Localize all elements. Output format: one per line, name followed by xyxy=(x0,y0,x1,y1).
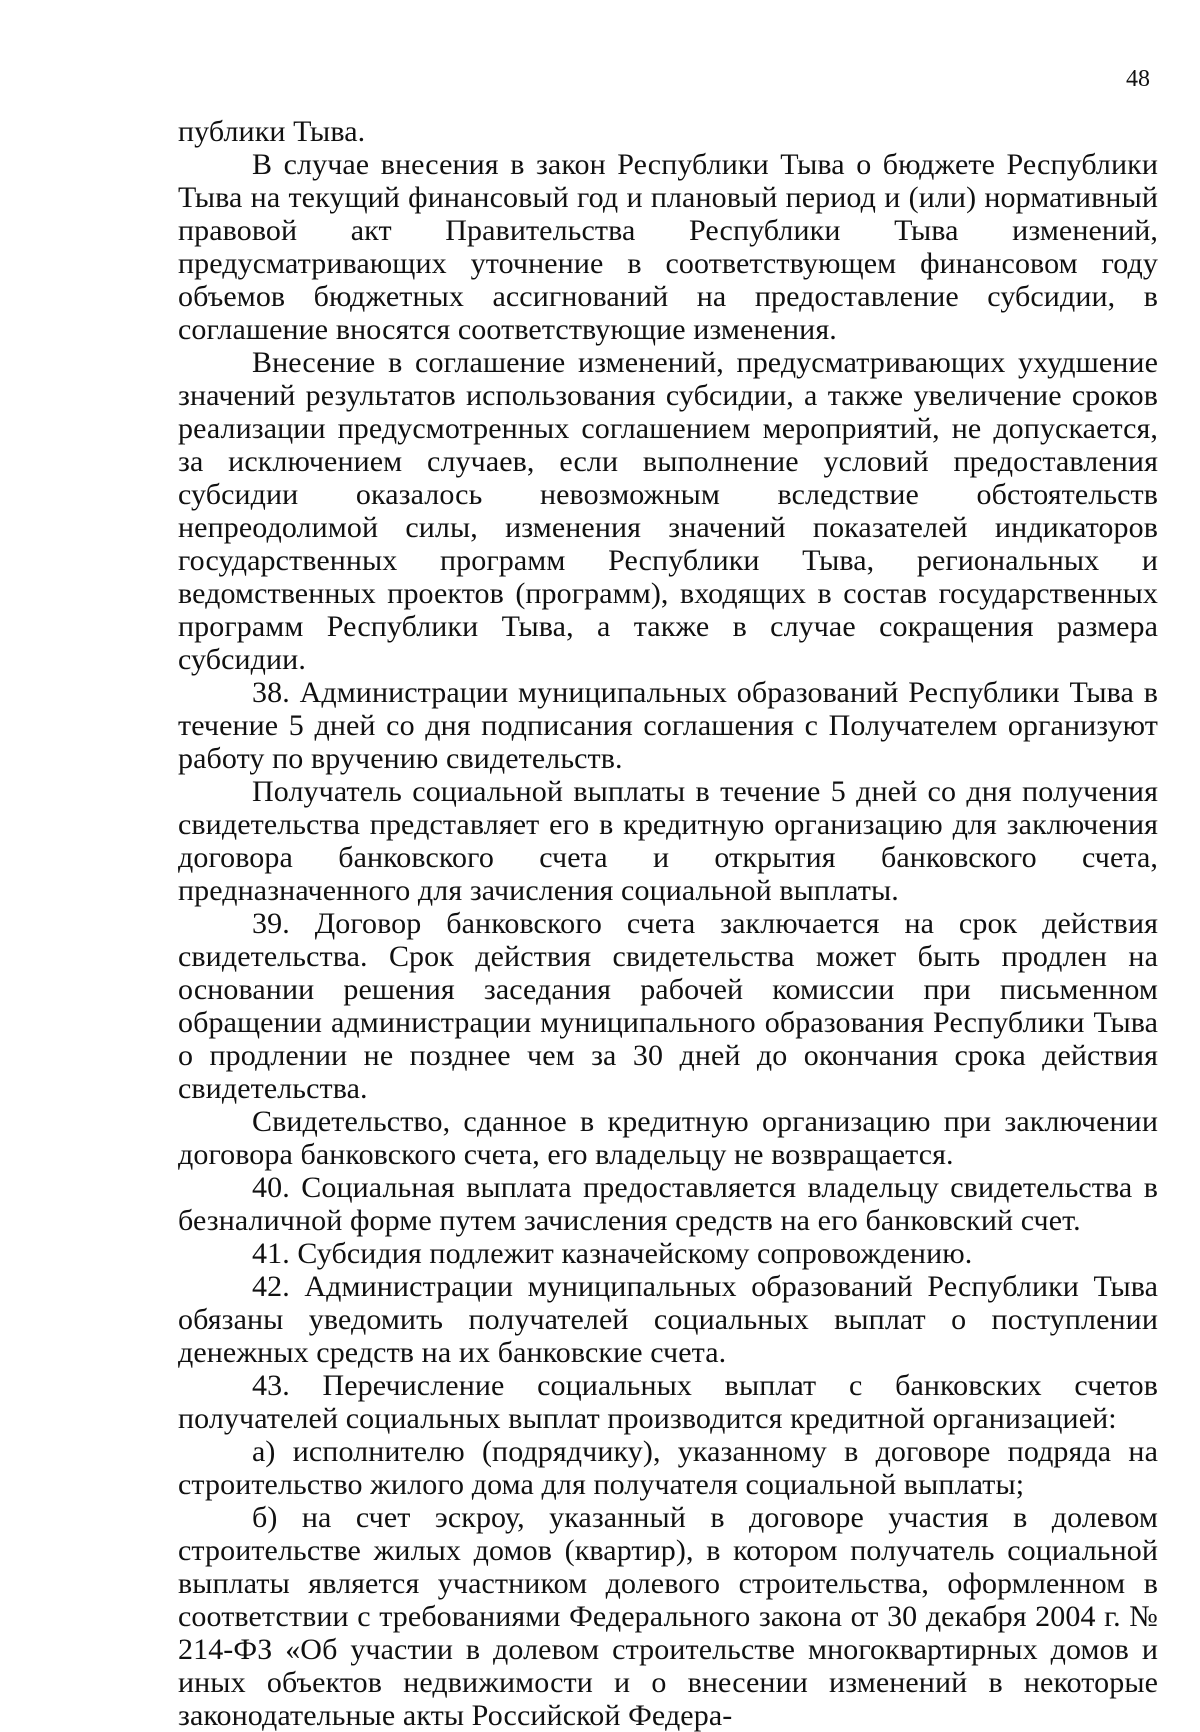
paragraph: 38. Администрации муниципальных образований Республики Тыва в течение 5 дней со дня подписания соглашения с Получателем организуют работу по вручению свидетельств. xyxy=(178,676,1158,775)
paragraph: 40. Социальная выплата предоставляется владельцу свидетельства в безналичной форме путем зачисления средств на его банковский счет. xyxy=(178,1171,1158,1237)
paragraph: б) на счет эскроу, указанный в договоре участия в долевом строительстве жилых домов (квартир), в котором получатель социальной выплаты является участником долевого строительства, оформленном в соответствии с требованиями Федерального закона от 30 декабря 2004 г. № 214-ФЗ «Об участии в долевом строительстве многоквартирных домов и иных объектов недвижимости и о внесении изменений в некоторые законодательные акты Российской Федера- xyxy=(178,1501,1158,1732)
paragraph: Свидетельство, сданное в кредитную организацию при заключении договора банковского счета, его владельцу не возвращается. xyxy=(178,1105,1158,1171)
page-number: 48 xyxy=(1126,66,1150,92)
paragraph: 41. Субсидия подлежит казначейскому сопровождению. xyxy=(252,1237,973,1270)
paragraph: В случае внесения в закон Республики Тыва о бюджете Республики Тыва на текущий финансовый год и плановый период и (или) нормативный правовой акт Правительства Республики Тыва изменений, предусматривающих уточнение в соответствующем финансовом году объемов бюджетных ассигнований на предоставление субсидии, в соглашение вносятся соответствующие изменения. xyxy=(178,148,1158,346)
paragraph: 43. Перечисление социальных выплат с банковских счетов получателей социальных выплат производится кредитной организацией: xyxy=(178,1369,1158,1435)
paragraph: публики Тыва. xyxy=(178,115,366,148)
paragraph: 39. Договор банковского счета заключается на срок действия свидетельства. Срок действия свидетельства может быть продлен на основании решения заседания рабочей комиссии при письменном обращении администрации муниципального образования Республики Тыва о продлении не позднее чем за 30 дней до окончания срока действия свидетельства. xyxy=(178,907,1158,1105)
paragraph: Внесение в соглашение изменений, предусматривающих ухудшение значений результатов использования субсидии, а также увеличение сроков реализации предусмотренных соглашением мероприятий, не допускается, за исключением случаев, если выполнение условий предоставления субсидии оказалось невозможным вследствие обстоятельств непреодолимой силы, изменения значений показателей индикаторов государственных программ Республики Тыва, региональных и ведомственных проектов (программ), входящих в состав государственных программ Республики Тыва, а также в случае сокращения размера субсидии. xyxy=(178,346,1158,676)
paragraph: а) исполнителю (подрядчику), указанному в договоре подряда на строительство жилого дома для получателя социальной выплаты; xyxy=(178,1435,1158,1501)
paragraph: 42. Администрации муниципальных образований Республики Тыва обязаны уведомить получателей социальных выплат о поступлении денежных средств на их банковские счета. xyxy=(178,1270,1158,1369)
paragraph: Получатель социальной выплаты в течение 5 дней со дня получения свидетельства представляет его в кредитную организацию для заключения договора банковского счета и открытия банковского счета, предназначенного для зачисления социальной выплаты. xyxy=(178,775,1158,907)
document-body xyxy=(178,115,1158,1732)
